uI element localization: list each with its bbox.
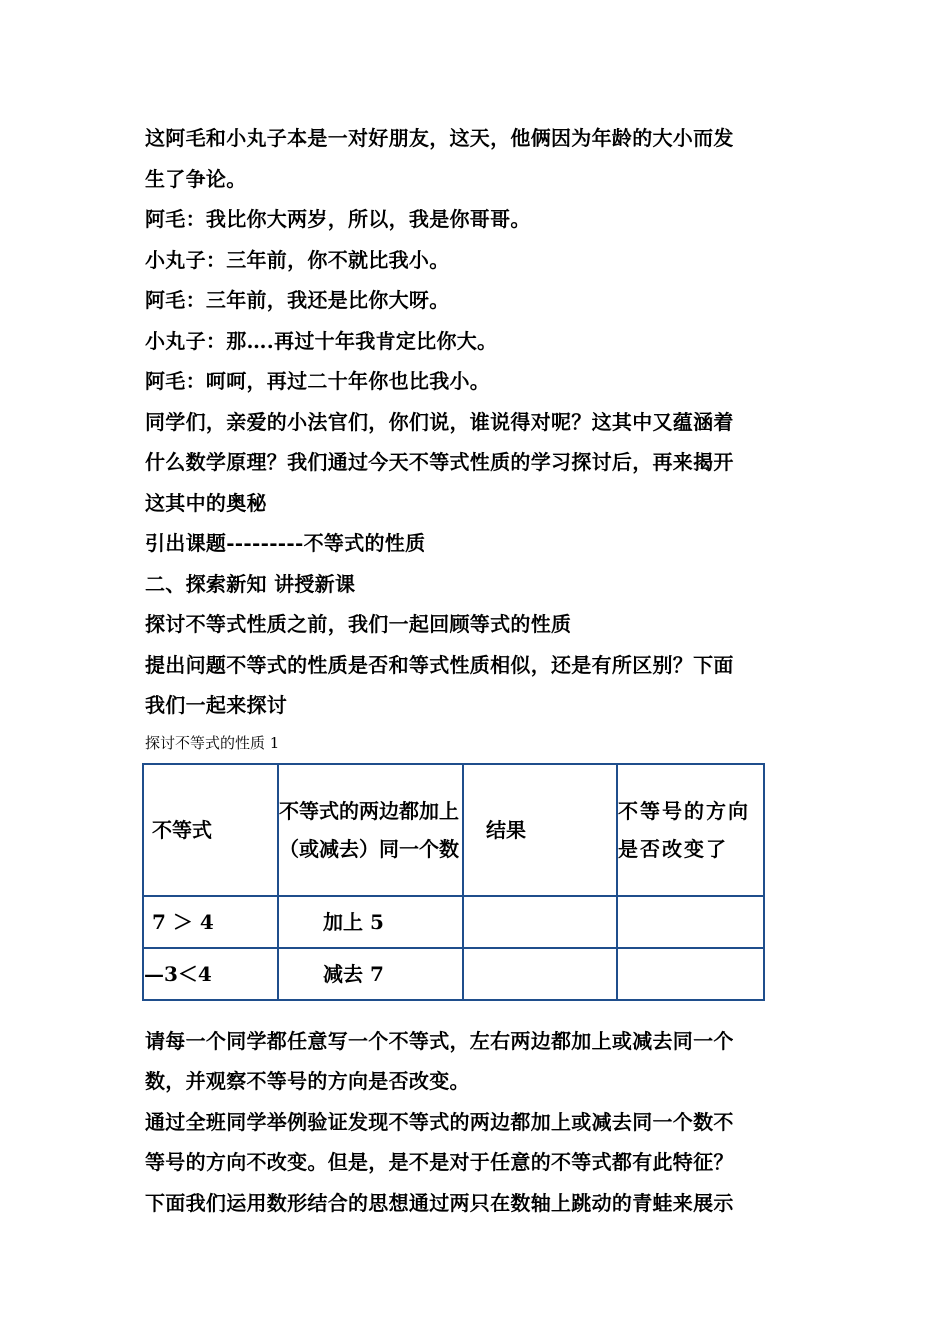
paragraph-line: 探讨不等式性质之前，我们一起回顾等式的性质 <box>145 612 572 636</box>
paragraph-line: 通过全班同学举例验证发现不等式的两边都加上或减去同一个数不 <box>145 1109 734 1134</box>
paragraph-line: 这其中的奥秘 <box>145 490 267 515</box>
paragraph-line: 生了争论。 <box>145 166 247 191</box>
paragraph-line: 请每一个同学都任意写一个不等式，左右两边都加上或减去同一个 <box>145 1028 734 1053</box>
cell-result <box>463 896 617 948</box>
document-page <box>145 118 810 1223</box>
paragraph-line: 这阿毛和小丸子本是一对好朋友，这天，他俩因为年龄的大小而发 <box>145 126 734 150</box>
table-row <box>143 948 764 1000</box>
text-block-bottom <box>145 1021 810 1224</box>
cell-inequality: 7 ＞ 4 <box>143 896 278 948</box>
cell-operation: 减去 7 <box>278 948 463 1000</box>
cell-operation: 加上 5 <box>278 896 463 948</box>
paragraph-line: 数，并观察不等号的方向是否改变。 <box>145 1069 470 1093</box>
paragraph-line: 小丸子：三年前，你不就比我小。 <box>145 247 450 272</box>
header-cell-result: 结果 <box>463 764 617 896</box>
header-cell-operation: 不等式的两边都加上（或减去）同一个数 <box>278 764 463 896</box>
table-caption: 探讨不等式的性质 1 <box>145 733 280 752</box>
table-row <box>143 896 764 948</box>
section-heading: 二、探索新知 讲授新课 <box>145 571 356 596</box>
inequality-property-table <box>142 763 765 1001</box>
paragraph-line: 阿毛：呵呵，再过二十年你也比我小。 <box>145 369 491 393</box>
paragraph-line: 下面我们运用数形结合的思想通过两只在数轴上跳动的青蛙来展示 <box>145 1190 734 1215</box>
paragraph-line: 提出问题不等式的性质是否和等式性质相似，还是有所区别？下面 <box>145 652 734 677</box>
header-cell-direction-changed: 不等号的方向是否改变了 <box>617 764 764 896</box>
paragraph-line: 小丸子：那….再过十年我肯定比你大。 <box>145 328 498 353</box>
paragraph-line: 阿毛：三年前，我还是比你大呀。 <box>145 288 450 312</box>
paragraph-line: 阿毛：我比你大两岁，所以，我是你哥哥。 <box>145 207 531 231</box>
cell-direction <box>617 896 764 948</box>
paragraph-line: 同学们，亲爱的小法官们，你们说，谁说得对呢？这其中又蕴涵着 <box>145 409 734 434</box>
cell-direction <box>617 948 764 1000</box>
paragraph-line: 等号的方向不改变。但是，是不是对于任意的不等式都有此特征？ <box>145 1150 734 1174</box>
text-block-top <box>145 118 810 726</box>
cell-inequality: —3＜4 <box>143 948 278 1000</box>
paragraph-line: 我们一起来探讨 <box>145 693 288 717</box>
paragraph-line: 什么数学原理？我们通过今天不等式性质的学习探讨后，再来揭开 <box>145 450 734 474</box>
lesson-topic-line: 引出课题---------不等式的性质 <box>145 531 426 555</box>
cell-result <box>463 948 617 1000</box>
header-cell-inequality: 不等式 <box>143 764 278 896</box>
table-header-row <box>143 764 764 896</box>
